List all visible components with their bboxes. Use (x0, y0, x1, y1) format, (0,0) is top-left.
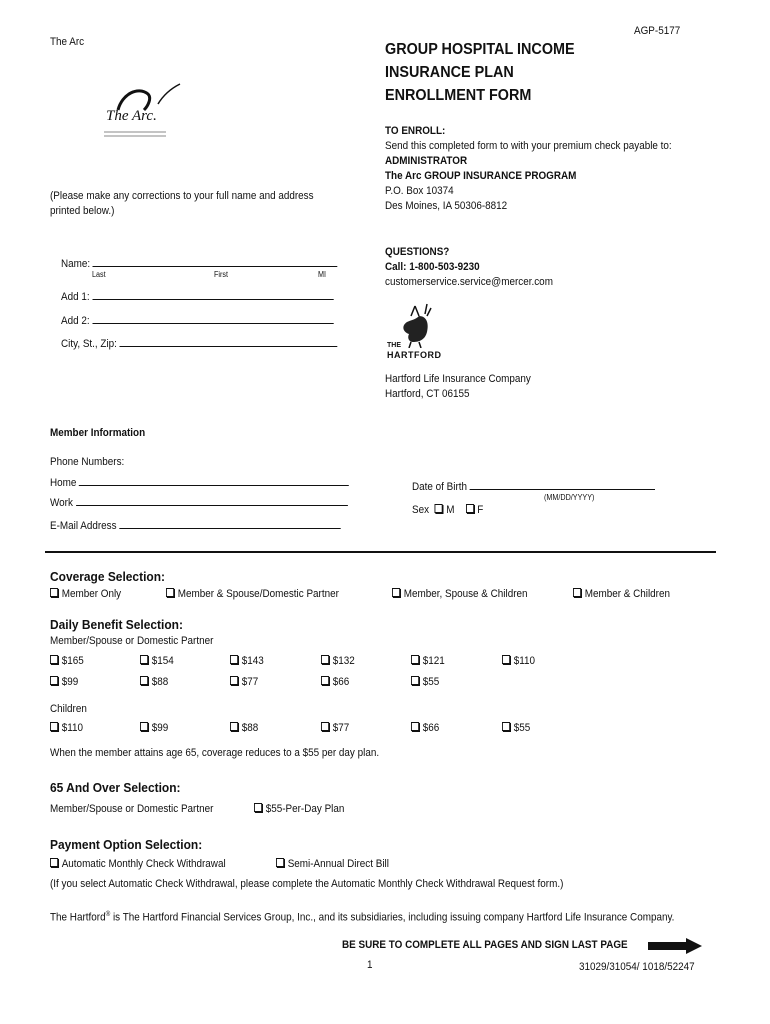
daily-option[interactable]: $132 (321, 655, 355, 667)
checkbox-icon[interactable] (321, 655, 329, 664)
title-line-2: INSURANCE PLAN (385, 64, 514, 81)
title-line-1: GROUP HOSPITAL INCOME (385, 41, 575, 58)
coverage-member-spouse-children[interactable]: Member, Spouse & Children (392, 588, 528, 600)
home-phone-field[interactable] (50, 475, 349, 489)
coverage-member-spouse[interactable]: Member & Spouse/Domestic Partner (166, 588, 339, 600)
daily-option[interactable]: $165 (50, 655, 84, 667)
org-name: The Arc (50, 36, 85, 48)
hartford-logo-name: HARTFORD (387, 350, 442, 360)
checkbox-icon[interactable] (502, 722, 510, 731)
member-info-heading: Member Information (50, 427, 146, 439)
checkbox-icon[interactable] (230, 655, 238, 664)
work-phone-field[interactable] (50, 495, 347, 509)
dob-field[interactable] (412, 479, 655, 493)
checkbox-icon[interactable] (140, 722, 148, 731)
dob-line[interactable] (470, 479, 655, 490)
hartford-logo (385, 302, 445, 364)
daily-option[interactable]: $110 (502, 655, 535, 667)
questions-block (385, 245, 553, 290)
daily-option[interactable]: $99 (50, 676, 78, 688)
checkbox-icon[interactable] (573, 588, 581, 597)
sex-m-label: M (446, 504, 455, 516)
checkbox-icon[interactable] (411, 676, 419, 685)
checkbox-icon[interactable] (276, 858, 284, 867)
payment-semi-option[interactable]: Semi-Annual Direct Bill (276, 858, 389, 870)
coverage-member-children[interactable]: Member & Children (573, 588, 670, 600)
checkbox-icon[interactable] (411, 655, 419, 664)
checkbox-icon[interactable] (254, 803, 262, 812)
enroll-city: Des Moines, IA 50306-8812 (385, 200, 508, 212)
add1-line[interactable] (92, 289, 333, 300)
checkbox-icon[interactable] (321, 722, 329, 731)
dob-format: (MM/DD/YYYY) (544, 493, 595, 502)
title-line-3: ENROLLMENT FORM (385, 87, 532, 104)
enroll-block (385, 124, 672, 214)
payment-note: (If you select Automatic Check Withdrawal, please complete the Automatic Monthly Check Withdrawal Request form.) (50, 878, 564, 890)
daily-option[interactable]: $88 (140, 676, 168, 688)
children-option[interactable]: $88 (230, 722, 258, 734)
sex-f-label: F (477, 504, 484, 516)
questions-heading: QUESTIONS? (385, 246, 450, 258)
corrections-note: (Please make any corrections to your full name and address printed below.) (50, 190, 314, 217)
enroll-heading: TO ENROLL: (385, 125, 446, 137)
city-label: City, St., Zip: (61, 338, 117, 350)
add2-line[interactable] (92, 313, 333, 324)
payment-auto-option[interactable]: Automatic Monthly Check Withdrawal (50, 858, 226, 870)
hartford-block (385, 372, 531, 402)
last-sublabel: Last (92, 270, 106, 279)
enroll-po-box: P.O. Box 10374 (385, 185, 454, 197)
be-sure-notice: BE SURE TO COMPLETE ALL PAGES AND SIGN LAST PAGE (342, 939, 628, 951)
checkbox-icon[interactable] (166, 588, 174, 597)
children-option[interactable]: $55 (502, 722, 530, 734)
form-code: AGP-5177 (634, 25, 681, 37)
children-option[interactable]: $77 (321, 722, 349, 734)
add2-field[interactable] (61, 313, 334, 327)
checkbox-icon[interactable] (392, 588, 400, 597)
first-sublabel: First (214, 270, 229, 279)
checkbox-icon[interactable] (502, 655, 510, 664)
enroll-admin: ADMINISTRATOR (385, 155, 468, 167)
phone-label: Phone Numbers: (50, 456, 125, 468)
hartford-disclaimer: The Hartford® is The Hartford Financial Services Group, Inc., and its subsidiaries, including issuing company Hartford Life Insurance Company. (50, 911, 675, 924)
hartford-logo-the: THE (387, 342, 401, 349)
sex-field (412, 504, 483, 516)
checkbox-icon[interactable] (50, 655, 58, 664)
arc-logo-text: The Arc. (106, 108, 157, 124)
over65-option[interactable]: $55-Per-Day Plan (254, 803, 344, 815)
name-label: Name: (61, 258, 91, 270)
coverage-member-only[interactable]: Member Only (50, 588, 121, 600)
section-divider (45, 551, 716, 553)
children-option[interactable]: $66 (411, 722, 439, 734)
sex-f-checkbox[interactable] (466, 504, 474, 513)
name-field[interactable] (61, 256, 338, 270)
sex-label: Sex (412, 504, 430, 516)
checkbox-icon[interactable] (230, 676, 238, 685)
email-field[interactable] (50, 518, 341, 532)
checkbox-icon[interactable] (321, 676, 329, 685)
daily-option[interactable]: $66 (321, 676, 349, 688)
mi-sublabel: MI (318, 270, 327, 279)
work-label: Work (50, 497, 73, 509)
add1-label: Add 1: (61, 291, 90, 303)
email-line[interactable] (119, 518, 340, 529)
form-title (385, 38, 596, 107)
daily-option[interactable]: $143 (230, 655, 264, 667)
checkbox-icon[interactable] (50, 676, 58, 685)
footer-code: 31029/31054/ 1018/52247 (579, 961, 695, 973)
arc-logo (100, 80, 190, 142)
sex-m-checkbox[interactable] (435, 504, 443, 513)
city-line[interactable] (120, 336, 338, 347)
daily-option[interactable]: $55 (411, 676, 439, 688)
add2-label: Add 2: (61, 315, 90, 327)
over65-label: Member/Spouse or Domestic Partner (50, 803, 214, 815)
home-label: Home (50, 477, 77, 489)
daily-option[interactable]: $154 (140, 655, 174, 667)
checkbox-icon[interactable] (50, 722, 58, 731)
name-line[interactable] (93, 256, 338, 267)
daily-children-label: Children (50, 703, 87, 715)
daily-heading: Daily Benefit Selection: (50, 617, 183, 632)
add1-field[interactable] (61, 289, 334, 303)
home-line[interactable] (79, 475, 349, 486)
questions-email[interactable]: customerservice.service@mercer.com (385, 276, 553, 288)
daily-note: When the member attains age 65, coverage reduces to a $55 per day plan. (50, 747, 380, 759)
questions-call: Call: 1-800-503-9230 (385, 261, 480, 273)
hartford-address: Hartford, CT 06155 (385, 388, 470, 400)
daily-option[interactable]: $121 (411, 655, 445, 667)
page-number: 1 (367, 959, 373, 971)
checkbox-icon[interactable] (411, 722, 419, 731)
enroll-instruction: Send this completed form to with your premium check payable to: (385, 140, 672, 152)
checkbox-icon[interactable] (230, 722, 238, 731)
checkbox-icon[interactable] (50, 588, 58, 597)
payment-heading: Payment Option Selection: (50, 837, 203, 852)
arrow-right-icon (648, 938, 702, 959)
coverage-heading: Coverage Selection: (50, 569, 165, 584)
checkbox-icon[interactable] (50, 858, 58, 867)
checkbox-icon[interactable] (140, 655, 148, 664)
enroll-program: The Arc GROUP INSURANCE PROGRAM (385, 170, 577, 182)
work-line[interactable] (76, 495, 348, 506)
hartford-company: Hartford Life Insurance Company (385, 373, 531, 385)
over65-heading: 65 And Over Selection: (50, 780, 181, 795)
daily-member-label: Member/Spouse or Domestic Partner (50, 635, 214, 647)
dob-label: Date of Birth (412, 481, 468, 493)
children-option[interactable]: $99 (140, 722, 168, 734)
checkbox-icon[interactable] (140, 676, 148, 685)
daily-option[interactable]: $77 (230, 676, 258, 688)
email-label: E-Mail Address (50, 520, 117, 532)
city-field[interactable] (61, 336, 337, 350)
children-option[interactable]: $110 (50, 722, 83, 734)
